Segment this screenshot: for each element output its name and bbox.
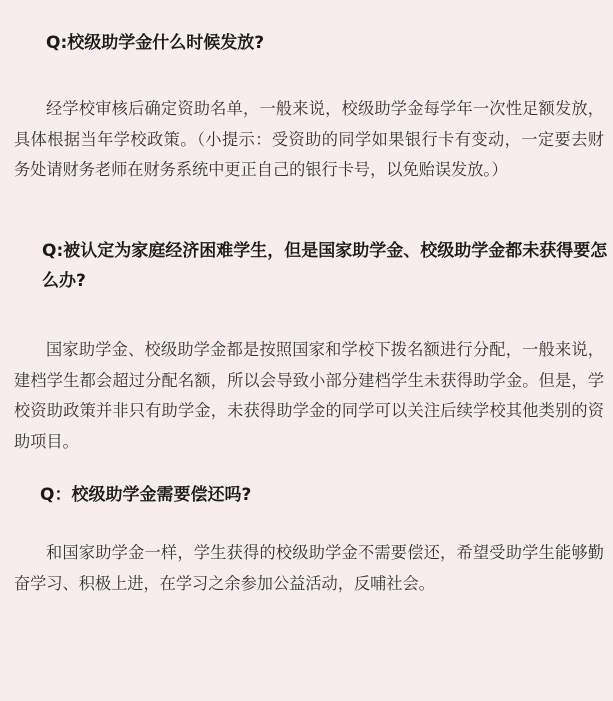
faq-question-3: Q：校级助学金需要偿还吗? [40,485,252,505]
faq-answer-1: 经学校审核后确定资助名单，一般来说，校级助学金每学年一次性足额发放，具体根据当年学校政策。（小提示：受资助的同学如果银行卡有变动，一定要去财务处请财务老师在财务系统中更正自己的银行卡号，以免贻误发放。） [14,99,604,179]
faq-answer-3: 和国家助学金一样，学生获得的校级助学金不需要偿还，希望受助学生能够勤奋学习、积极上进，在学习之余参加公益活动，反哺社会。 [14,543,604,593]
faq-question-2: Q:被认定为家庭经济困难学生，但是国家助学金、校级助学金都未获得要怎么办? [42,241,608,291]
faq-answer-2: 国家助学金、校级助学金都是按照国家和学校下拨名额进行分配，一般来说，建档学生都会超过分配名额，所以会导致小部分建档学生未获得助学金。但是，学校资助政策并非只有助学金，未获得助学金的同学可以关注后续学校其他类别的资助项目。 [14,340,604,451]
faq-question-1: Q:校级助学金什么时候发放? [46,33,265,53]
